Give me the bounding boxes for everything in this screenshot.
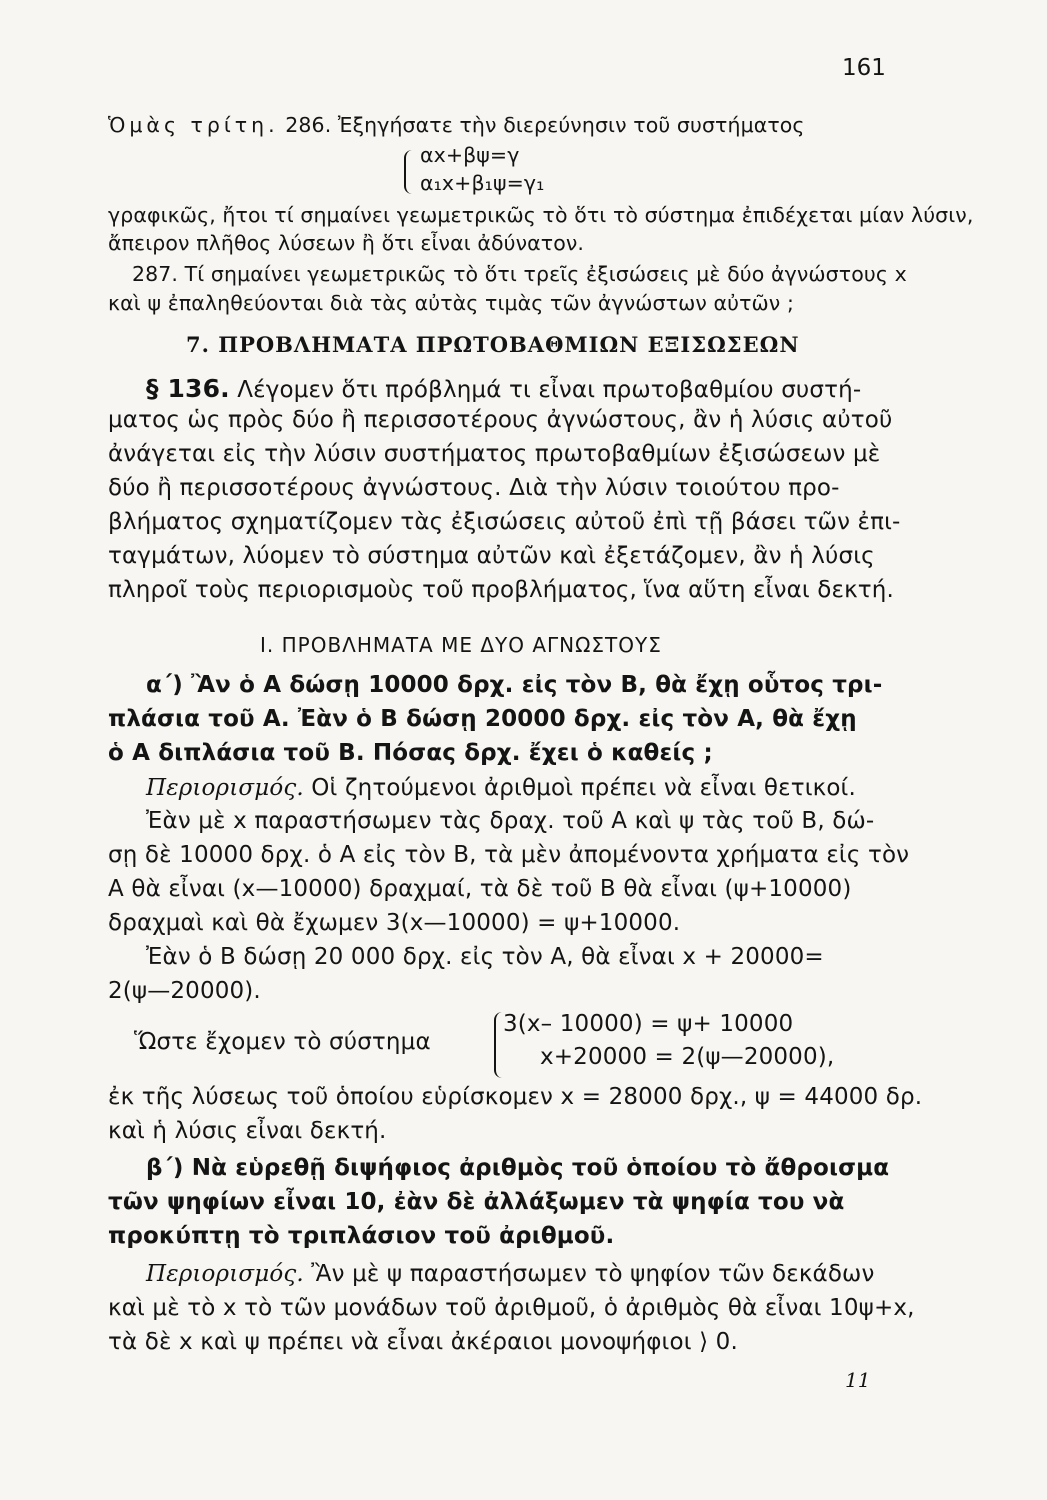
exercise-287-line: καὶ ψ ἐπαληθεύονται διὰ τὰς αὐτὰς τιμὰς τῶν ἀγνώστων αὐτῶν ; — [108, 291, 794, 315]
problem-a-line: ὁ Α διπλάσια τοῦ Β. Πόσας δρχ. ἔχει ὁ καθείς ; — [108, 740, 713, 766]
paragraph-line: ματος ὡς πρὸς δύο ἢ περισσοτέρους ἀγνώστους, ἂν ἡ λύσις αὐτοῦ — [108, 407, 893, 433]
exercise-287-line: 287. Τί σημαίνει γεωμετρικῶς τὸ ὅτι τρεῖς ἐξισώσεις μὲ δύο ἀγνώστους x — [132, 262, 907, 286]
system-intro: Ὥστε ἔχομεν τὸ σύστημα — [134, 1029, 431, 1055]
problem-a-body-line: δραχμαὶ καὶ θὰ ἔχωμεν 3(x—10000) = ψ+10000. — [108, 910, 681, 936]
restriction-label: Περιορισμός. — [146, 775, 304, 801]
paragraph-text: Λέγομεν ὅτι πρόβλημά τι εἶναι πρωτοβαθμίου συστή- — [237, 377, 862, 403]
paragraph-line: ἀνάγεται εἰς τὴν λύσιν συστήματος πρωτοβαθμίων ἐξισώσεων μὲ — [108, 441, 881, 467]
paragraph-line: ταγμάτων, λύομεν τὸ σύστημα αὐτῶν καὶ ἐξετάζομεν, ἂν ἡ λύσις — [108, 543, 875, 569]
problem-b-line: προκύπτῃ τὸ τριπλάσιον τοῦ ἀριθμοῦ. — [108, 1223, 615, 1249]
problem-a-body-line: 2(ψ—20000). — [108, 978, 261, 1004]
exercise-286-line: ἄπειρον πλῆθος λύσεων ἢ ὅτι εἶναι ἀδύνατον. — [108, 231, 585, 255]
problem-a-line: πλάσια τοῦ Α. Ἐὰν ὁ Β δώσῃ 20000 δρχ. εἰς τὸν Α, θὰ ἔχῃ — [108, 706, 857, 732]
system-brace — [404, 150, 414, 194]
paragraph-mark: § 136. — [146, 374, 230, 403]
section-title: 7. ΠΡΟΒΛΗΜΑΤΑ ΠΡΩΤΟΒΑΘΜΙΩΝ ΕΞΙΣΩΣΕΩΝ — [186, 332, 800, 357]
problem-b-line: β΄) Νὰ εὑρεθῇ διψήφιος ἀριθμὸς τοῦ ὁποίου τὸ ἄθροισμα — [146, 1155, 890, 1181]
system-286-eq1: αx+βψ=γ — [420, 143, 520, 167]
exercise-286-line: γραφικῶς, ἤτοι τί σημαίνει γεωμετρικῶς τὸ ὅτι τὸ σύστημα ἐπιδέχεται μίαν λύσιν, — [108, 203, 974, 227]
subsection-title: Ι. ΠΡΟΒΛΗΜΑΤΑ ΜΕ ΔΥΟ ΑΓΝΩΣΤΟΥΣ — [260, 633, 662, 657]
restriction-label: Περιορισμός. — [146, 1261, 304, 1287]
system-eq1: 3(x– 10000) = ψ+ 10000 — [503, 1011, 794, 1037]
exercise-286-text: 286. Ἐξηγήσατε τὴν διερεύνησιν τοῦ συστήματος — [285, 113, 805, 137]
system-eq2: x+20000 = 2(ψ—20000), — [540, 1044, 835, 1070]
restriction-line-a — [146, 775, 856, 801]
exercise-286-heading — [108, 113, 805, 137]
problem-b-body-line: καὶ μὲ τὸ x τὸ τῶν μονάδων τοῦ ἀριθμοῦ, ὁ ἀριθμὸς θὰ εἶναι 10ψ+x, — [108, 1295, 915, 1321]
section-paragraph-first-line — [146, 374, 890, 403]
problem-b-body-line: τὰ δὲ x καὶ ψ πρέπει νὰ εἶναι ἀκέραιοι μονοψήφιοι ⟩ 0. — [108, 1329, 738, 1355]
paragraph-line: δύο ἢ περισσοτέρους ἀγνώστους. Διὰ τὴν λύσιν τοιούτου προ- — [108, 475, 840, 501]
page-number: 161 — [842, 55, 886, 81]
restriction-line-b — [146, 1261, 874, 1287]
footer-number: 11 — [845, 1368, 871, 1392]
problem-b-line: τῶν ψηφίων εἶναι 10, ἐὰν δὲ ἀλλάξωμεν τὰ ψηφία του νὰ — [108, 1189, 845, 1215]
problem-a-after-line: ἐκ τῆς λύσεως τοῦ ὁποίου εὑρίσκομεν x = 28000 δρχ., ψ = 44000 δρ. — [108, 1084, 923, 1110]
restriction-text: Ἂν μὲ ψ παραστήσωμεν τὸ ψηφίον τῶν δεκάδων — [311, 1261, 875, 1287]
paragraph-line: βλήματος σχηματίζομεν τὰς ἐξισώσεις αὐτοῦ ἐπὶ τῇ βάσει τῶν ἐπι- — [108, 509, 901, 535]
system-286-eq2: α₁x+β₁ψ=γ₁ — [420, 171, 545, 195]
problem-a-after-line: καὶ ἡ λύσις εἶναι δεκτή. — [108, 1118, 387, 1144]
problem-a-body-line: Ἐὰν μὲ x παραστήσωμεν τὰς δραχ. τοῦ Α καὶ ψ τὰς τοῦ Β, δώ- — [146, 808, 875, 834]
problem-a-line: α΄) Ἂν ὁ Α δώσῃ 10000 δρχ. εἰς τὸν Β, θὰ ἔχῃ οὗτος τρι- — [146, 672, 883, 698]
restriction-text: Οἱ ζητούμενοι ἀριθμοὶ πρέπει νὰ εἶναι θετικοί. — [311, 775, 856, 801]
problem-a-body-line: Α θὰ εἶναι (x—10000) δραχμαί, τὰ δὲ τοῦ Β θὰ εἶναι (ψ+10000) — [108, 876, 852, 902]
group-label: Ὁμὰς τρίτη. — [108, 113, 279, 137]
paragraph-line: πληροῖ τοὺς περιορισμοὺς τοῦ προβλήματος, ἵνα αὕτη εἶναι δεκτή. — [108, 577, 894, 603]
problem-a-body-line: Ἐὰν ὁ Β δώσῃ 20 000 δρχ. εἰς τὸν Α, θὰ εἶναι x + 20000= — [146, 944, 824, 970]
problem-a-body-line: σῃ δὲ 10000 δρχ. ὁ Α εἰς τὸν Β, τὰ μὲν ἀπομένοντα χρήματα εἰς τὸν — [108, 842, 910, 868]
